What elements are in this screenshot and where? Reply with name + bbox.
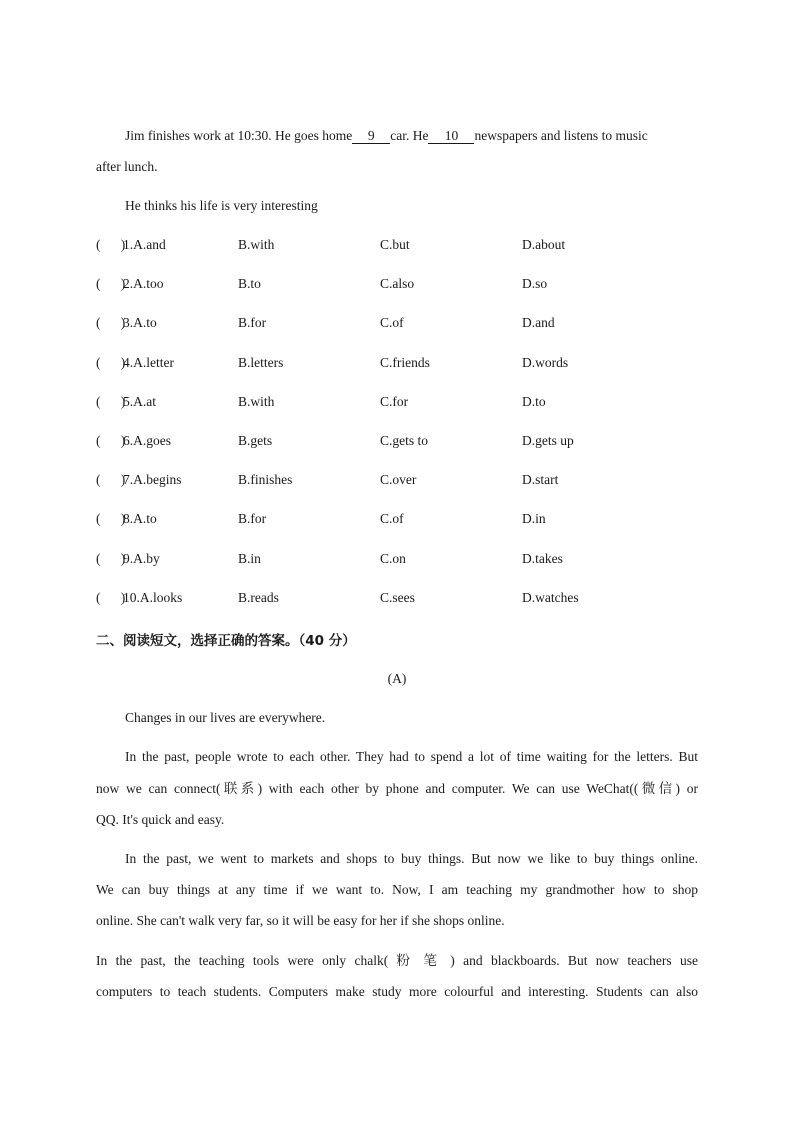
option-c: C.for — [380, 393, 409, 409]
option-a: 8.A.to — [123, 511, 157, 527]
question-row — [96, 354, 698, 372]
option-d: D.takes — [522, 550, 563, 566]
reading-p3-line-2: We can buy things at any time if we want to. Now, I am teaching my grandmother how to shop — [96, 882, 698, 897]
option-c: C.of — [380, 511, 404, 527]
option-c: C.also — [380, 276, 415, 292]
reading-p3-line-3: online. She can't walk very far, so it will be easy for her if she shops online. — [96, 913, 505, 928]
question-row — [96, 510, 698, 528]
option-d: D.so — [522, 276, 548, 292]
option-c: C.but — [380, 237, 410, 252]
option-a: 2.A.too — [123, 276, 164, 292]
question-row — [96, 589, 698, 607]
option-b: B.with — [238, 237, 275, 252]
answer-paren: ( ) — [96, 393, 126, 409]
option-b: B.finishes — [238, 472, 293, 488]
answer-paren: ( ) — [96, 276, 126, 292]
option-b: B.gets — [238, 433, 273, 448]
answer-paren: ( ) — [96, 550, 126, 566]
cloze-text: car. He — [390, 128, 429, 143]
blank-10: 10 — [428, 128, 474, 144]
option-a: 7.A.begins — [123, 472, 182, 488]
option-a: 6.A.goes — [123, 433, 171, 448]
reading-p4-line-2: computers to teach students. Computers make study more colourful and interesting. Students can also — [96, 984, 698, 999]
reading-p4-line-1: In the past, the teaching tools were only chalk( 粉 笔 ) and blackboards. But now teachers use — [96, 953, 698, 968]
answer-paren: ( ) — [96, 315, 126, 331]
option-d: D.and — [522, 315, 555, 331]
option-b: B.to — [238, 276, 261, 292]
option-a: 5.A.at — [123, 393, 156, 409]
option-d: D.to — [522, 393, 546, 409]
answer-paren: ( ) — [96, 472, 126, 488]
option-d: D.start — [522, 472, 559, 488]
option-b: B.reads — [238, 589, 279, 605]
section-title: 二、阅读短文，选择正确的答案。（40 分） — [96, 633, 356, 649]
cloze-line-2: after lunch. — [96, 159, 158, 174]
question-row — [96, 550, 698, 568]
option-b: B.for — [238, 315, 267, 331]
answer-paren: ( ) — [96, 237, 126, 252]
reading-p2-line-2: now we can connect(联系) with each other by phone and computer. We can use WeChat((微信) or — [96, 781, 698, 796]
option-d: D.about — [522, 237, 566, 252]
option-a: 4.A.letter — [123, 354, 174, 370]
question-row — [96, 236, 698, 254]
reading-paragraph-1: Changes in our lives are everywhere. — [125, 710, 326, 725]
reading-p2-line-1: In the past, people wrote to each other. They had to spend a lot of time waiting for the letters. But — [125, 749, 698, 764]
option-a: 9.A.by — [123, 550, 160, 566]
reading-p3-line-1: In the past, we went to markets and shops to buy things. But now we like to buy things online. — [125, 851, 698, 866]
option-d: D.words — [522, 354, 569, 370]
option-d: D.watches — [522, 589, 579, 605]
cloze-text: Jim finishes work at 10:30. He goes home — [125, 128, 353, 143]
option-c: C.friends — [380, 354, 430, 370]
question-row — [96, 314, 698, 332]
blank-9: 9 — [352, 128, 390, 144]
option-a: 10.A.looks — [123, 589, 183, 605]
answer-paren: ( ) — [96, 433, 126, 448]
question-row — [96, 393, 698, 411]
cloze-text: newspapers and listens to music — [474, 128, 648, 143]
option-b: B.in — [238, 550, 261, 566]
answer-paren: ( ) — [96, 511, 126, 527]
option-b: B.with — [238, 393, 275, 409]
option-a: 3.A.to — [123, 315, 157, 331]
cloze-line-1 — [125, 127, 698, 145]
reading-p2-line-3: QQ. It's quick and easy. — [96, 812, 225, 827]
question-row — [96, 432, 698, 450]
option-b: B.for — [238, 511, 267, 527]
part-label: (A) — [387, 671, 407, 686]
option-a: 1.A.and — [123, 237, 166, 252]
question-row — [96, 275, 698, 293]
option-c: C.on — [380, 550, 406, 566]
answer-paren: ( ) — [96, 589, 126, 605]
cloze-line-3: He thinks his life is very interesting — [125, 198, 318, 213]
question-row — [96, 471, 698, 489]
option-b: B.letters — [238, 354, 284, 370]
answer-paren: ( ) — [96, 354, 126, 370]
option-d: D.gets up — [522, 433, 574, 448]
option-c: C.gets to — [380, 433, 429, 448]
option-d: D.in — [522, 511, 546, 527]
option-c: C.sees — [380, 589, 415, 605]
option-c: C.over — [380, 472, 417, 488]
option-c: C.of — [380, 315, 404, 331]
